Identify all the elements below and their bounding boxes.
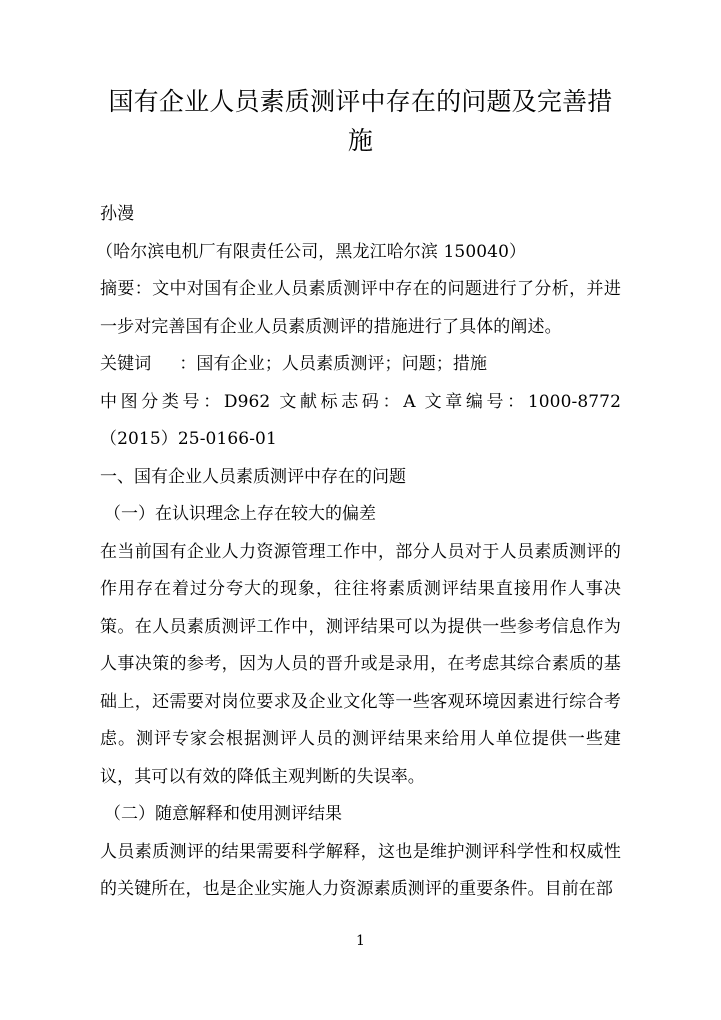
clc-line: 中图分类号：D962 文献标志码：A 文章编号：1000-8772（2015）25-0166-01: [100, 391, 621, 449]
author-affiliation: （哈尔滨电机厂有限责任公司，黑龙江哈尔滨 150040）: [96, 241, 527, 262]
author-block: [96, 196, 621, 271]
keywords-line: [100, 346, 621, 384]
author-name: 孙漫: [100, 204, 135, 224]
body-paragraph-1: 在当前国有企业人力资源管理工作中，部分人员对于人员素质测评的作用存在着过分夸大的现象，往往将素质测评结果直接用作人事决策。在人员素质测评工作中，测评结果可以为提供一些参考信息作为人事决策的参考，因为人员的晋升或是录用，在考虑其综合素质的基础上，还需要对岗位要求及企业文化等一些客观环境因素进行综合考虑。测评专家会根据测评人员的测评结果来给用人单位提供一些建议，其可以有效的降低主观判断的失误率。: [100, 541, 621, 787]
keywords-separator: ：: [179, 354, 197, 374]
keywords-value: 国有企业；人员素质测评；问题；措施: [196, 354, 488, 374]
page-content: [96, 0, 621, 909]
section-heading-1: 一、国有企业人员素质测评中存在的问题: [100, 466, 406, 487]
keywords-label: 关键词: [100, 354, 152, 374]
subsection-heading-1: （一）在认识理念上存在较大的偏差: [104, 504, 376, 524]
subsection-heading-2: （二）随意解释和使用测评结果: [104, 804, 342, 824]
abstract-paragraph: 摘要：文中对国有企业人员素质测评中存在的问题进行了分析，并进一步对完善国有企业人员素质测评的措施进行了具体的阐述。: [100, 279, 621, 337]
body-paragraph-2: 人员素质测评的结果需要科学解释，这也是维护测评科学性和权威性的关键所在，也是企业实施人力资源素质测评的重要条件。目前在部: [100, 841, 621, 899]
page-title: 国有企业人员素质测评中存在的问题及完善措施: [108, 87, 613, 155]
page-number: 1: [356, 933, 365, 949]
